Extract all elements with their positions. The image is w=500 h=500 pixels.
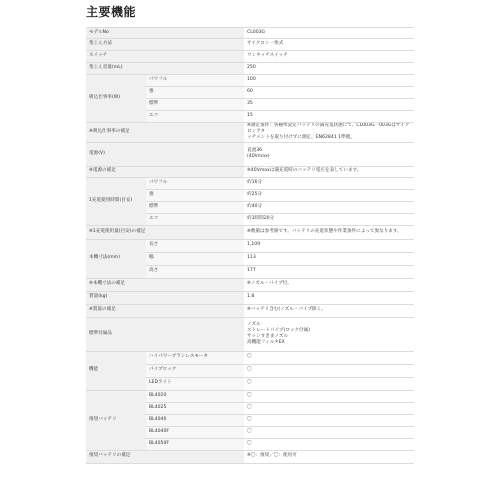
spec-value: 1.8 [244,291,414,304]
table-row [86,142,414,166]
spec-label: 本機寸法(mm) [86,239,146,278]
mode-label: エコ [146,213,244,225]
spec-value: 177 [244,265,414,278]
spec-value: 〇 [244,402,414,414]
spec-value [244,317,414,351]
mode-label: 標準 [146,201,244,213]
spec-table [86,27,414,464]
dimension-label: 高さ [146,265,244,278]
spec-value: 約16分 [244,177,414,189]
spec-label: ※1充電使用量(目安)の補足 [86,225,244,239]
spec-value: 15 [244,111,414,123]
spec-value: 約25分 [244,189,414,201]
spec-value: 約1時間20分 [244,213,414,225]
spec-label: ※本機寸法の補足 [86,278,244,291]
mode-label: 強 [146,189,244,201]
spec-value [244,142,414,166]
spec-label: 吸込仕事率(W) [86,75,146,123]
spec-label: ※電源の補足 [86,166,244,177]
spec-label: 電源(V) [86,142,244,166]
spec-value [244,123,414,143]
table-row [86,39,414,51]
spec-value: ※〇：推奨／〇：使用可 [244,450,414,463]
spec-value: サイクロン一体式 [244,39,414,51]
voltage-line: 直流36 [247,147,263,153]
battery-label: BL4020 [146,390,244,402]
spec-value: 60 [244,87,414,99]
spec-value: 〇 [244,426,414,438]
battery-label: BL4025 [146,402,244,414]
dimension-label: 長さ [146,239,244,252]
feature-label: ハイパワーブラシレスモータ [146,351,244,364]
spec-value: 〇 [244,364,414,377]
spec-value: 35 [244,99,414,111]
mode-label: エコ [146,111,244,123]
table-row [86,291,414,304]
spec-label: 標準付属品 [86,317,244,351]
table-row [86,177,414,189]
spec-label: 質量(kg) [86,291,244,304]
spec-value: 約40分 [244,201,414,213]
spec-value: ※ノズル・パイプ付。 [244,278,414,291]
spec-label: スイッチ [86,51,244,63]
table-row [86,225,414,239]
spec-value: ワンタッチスイッチ [244,51,414,63]
spec-label: 推奨バッテリの補足 [86,450,244,463]
table-row [86,450,414,463]
accessory-item: ストレートパイプ(ロック付属) [247,327,310,333]
note-line: ※測定条件：各種準設定バッテリの満充電状態にて、CL003G一003Gはサイクロンアタ [247,123,410,135]
table-row [86,278,414,291]
spec-label: 集じん方法 [86,39,244,51]
table-row [86,75,414,87]
mode-label: 標準 [146,99,244,111]
mode-label: パワフル [146,177,244,189]
table-row [86,304,414,317]
table-row [86,390,414,402]
feature-label: LEDライト [146,377,244,390]
voltage-line: (40Vmax) [247,154,270,160]
spec-value: 〇 [244,438,414,450]
spec-value: ※バッテリ含む(ノズル・パイプ除く。 [244,304,414,317]
spec-value: 〇 [244,390,414,402]
table-row [86,317,414,351]
spec-value: ※40Vmaxは満充電時のバッテリ電圧を表しています。 [244,166,414,177]
spec-value: 1,109 [244,239,414,252]
table-row [86,166,414,177]
battery-label: BL4040 [146,414,244,426]
spec-value: 〇 [244,377,414,390]
table-row [86,351,414,364]
spec-value: 100 [244,75,414,87]
spec-label: モデルNo [86,28,244,39]
spec-value: ※数値は参考値です。バッテリの充電状態や作業条件によって異なります。 [244,225,414,239]
mode-label: 強 [146,87,244,99]
feature-label: パイプロック [146,364,244,377]
battery-label: BL4040F [146,426,244,438]
battery-label: BL4050F [146,438,244,450]
spec-label: 集じん容量(mL) [86,63,244,75]
mode-label: パワフル [146,75,244,87]
spec-label: ※吸込仕事率の補足 [86,123,244,143]
spec-value: 〇 [244,351,414,364]
spec-label: 1充電使用時間(目安) [86,177,146,225]
table-row [86,63,414,75]
note-line: ッチメントを取り付けずに測定。EN62841 1準拠。 [247,135,355,141]
table-row [86,51,414,63]
dimension-label: 幅 [146,252,244,265]
spec-label: ※質量の補足 [86,304,244,317]
spec-value: 113 [244,252,414,265]
accessory-item: 高機能フィルタEX [247,340,285,346]
spec-value: CL003G [244,28,414,39]
table-row [86,123,414,143]
spec-label: 推奨バッテリ [86,390,146,450]
page-title: 主要機能 [86,5,137,19]
spec-value: 〇 [244,414,414,426]
table-row [86,239,414,252]
spec-value: 250 [244,63,414,75]
spec-label: 機能 [86,351,146,390]
table-row [86,28,414,39]
accessory-item: サッシすきまノズル [247,334,289,340]
accessory-item: ノズル [247,321,261,327]
